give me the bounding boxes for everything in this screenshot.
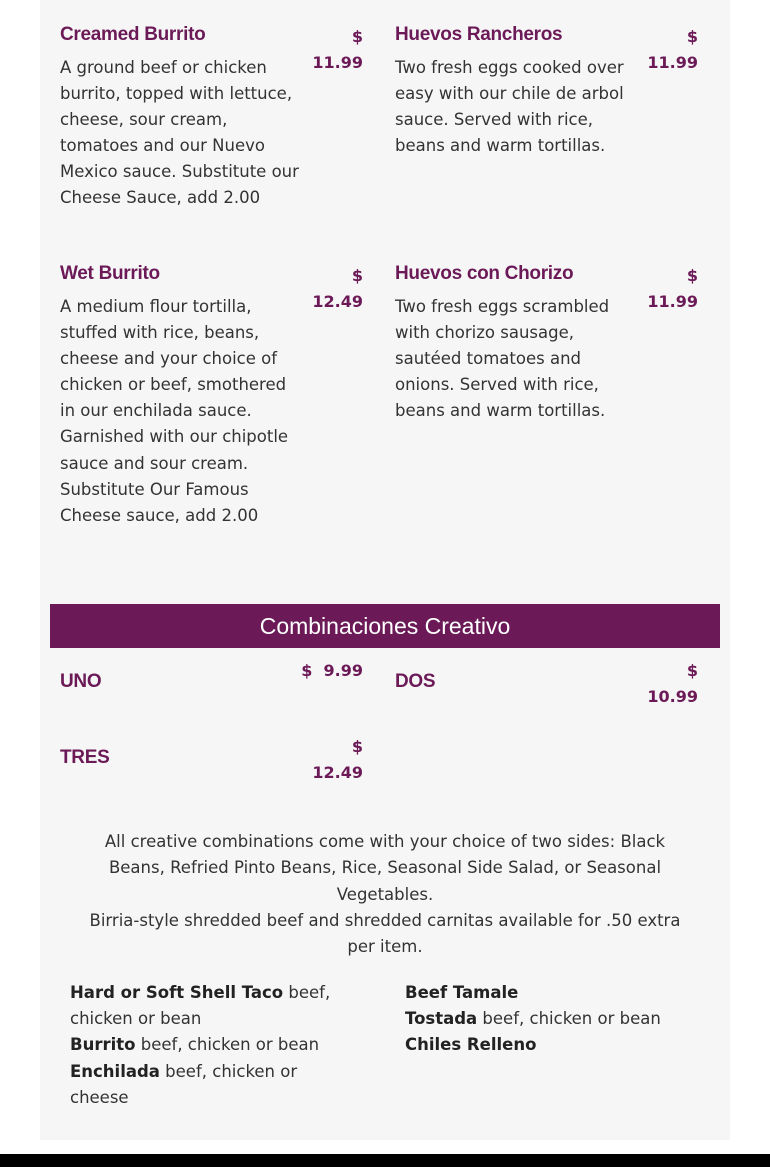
price-symbol: $ — [301, 661, 313, 680]
price-value: 11.99 — [312, 53, 363, 72]
combo-price — [647, 658, 698, 710]
item-name: Creamed Burrito — [60, 24, 206, 45]
combo-option — [70, 1032, 355, 1058]
combo-options-right — [405, 980, 705, 1059]
item-price — [312, 263, 363, 315]
combo-option — [405, 980, 705, 1006]
item-description: Two fresh eggs cooked over easy with our chile de arbol sauce. Served with rice, beans and warm tortillas. — [395, 58, 624, 156]
combo-option — [70, 1059, 355, 1111]
price-symbol: $ — [351, 737, 363, 756]
price-value: 12.49 — [312, 292, 363, 311]
option-detail: beef, chicken or cheese — [70, 1061, 298, 1107]
option-name: Enchilada — [70, 1061, 160, 1081]
combo-name: UNO — [60, 671, 102, 692]
option-detail: beef, chicken or bean — [477, 1009, 661, 1029]
combo-name: DOS — [395, 671, 436, 692]
option-name: Tostada — [405, 1009, 478, 1029]
item-name: Huevos con Chorizo — [395, 263, 574, 284]
combo-uno — [60, 658, 363, 708]
price-value: 11.99 — [647, 292, 698, 311]
price-symbol: $ — [686, 27, 698, 46]
item-name: Wet Burrito — [60, 263, 160, 284]
option-detail: beef, chicken or bean — [135, 1035, 320, 1055]
item-price — [647, 263, 698, 315]
menu-item-huevos-rancheros — [395, 12, 698, 192]
price-value: 11.99 — [647, 53, 698, 72]
combo-price — [301, 658, 363, 684]
combo-note — [80, 829, 690, 960]
item-description: A medium flour tortilla, stuffed with rice, beans, cheese and your choice of chicken or beef, smothered in our enchilada sauce. Garnished with our chipotle sauce and sour cream. Substitute Our Famous Cheese sauce, add 2.00 — [60, 297, 289, 525]
combo-price — [312, 734, 363, 786]
price-symbol: $ — [686, 266, 698, 285]
item-price — [312, 24, 363, 76]
price-symbol: $ — [686, 661, 698, 680]
item-description: A ground beef or chicken burrito, topped with lettuce, cheese, sour cream, tomatoes and our Nuevo Mexico sauce. Substitute our Cheese Sauce, add 2.00 — [60, 58, 299, 208]
combo-dos — [395, 658, 698, 713]
combo-extra-note: Birria-style shredded beef and shredded carnitas available for .50 extra per item. — [89, 910, 681, 957]
menu-item-huevos-con-chorizo — [395, 251, 698, 431]
combo-name: TRES — [60, 747, 110, 768]
price-line — [301, 661, 363, 680]
item-description: Two fresh eggs scrambled with chorizo sausage, sautéed tomatoes and onions. Served with rice, beans and warm tortillas. — [395, 297, 610, 421]
menu-item-wet-burrito — [60, 251, 363, 586]
footer-bar — [0, 1154, 770, 1167]
combo-option — [405, 1006, 705, 1032]
option-name: Hard or Soft Shell Taco — [70, 983, 284, 1002]
combo-sides-note: All creative combinations come with your choice of two sides: Black Beans, Refried Pinto Beans, Rice, Seasonal Side Salad, or Seasonal Vegetables. — [104, 832, 666, 904]
combo-tres — [60, 734, 363, 789]
price-value: 12.49 — [312, 763, 363, 782]
option-detail: beef, chicken or bean — [70, 983, 331, 1029]
section-header: Combinaciones Creativo — [50, 604, 720, 648]
price-value: 10.99 — [647, 687, 698, 706]
combo-option — [70, 980, 355, 1032]
menu-item-creamed-burrito — [60, 12, 363, 242]
price-symbol: $ — [351, 266, 363, 285]
item-name: Huevos Rancheros — [395, 24, 563, 45]
item-price — [647, 24, 698, 76]
option-name: Burrito — [70, 1035, 136, 1055]
price-symbol: $ — [351, 27, 363, 46]
combo-options-left — [70, 980, 355, 1111]
combo-option — [405, 1032, 705, 1058]
option-name: Beef Tamale — [405, 983, 519, 1002]
option-name: Chiles Relleno — [405, 1035, 537, 1055]
price-value: 9.99 — [323, 661, 363, 680]
